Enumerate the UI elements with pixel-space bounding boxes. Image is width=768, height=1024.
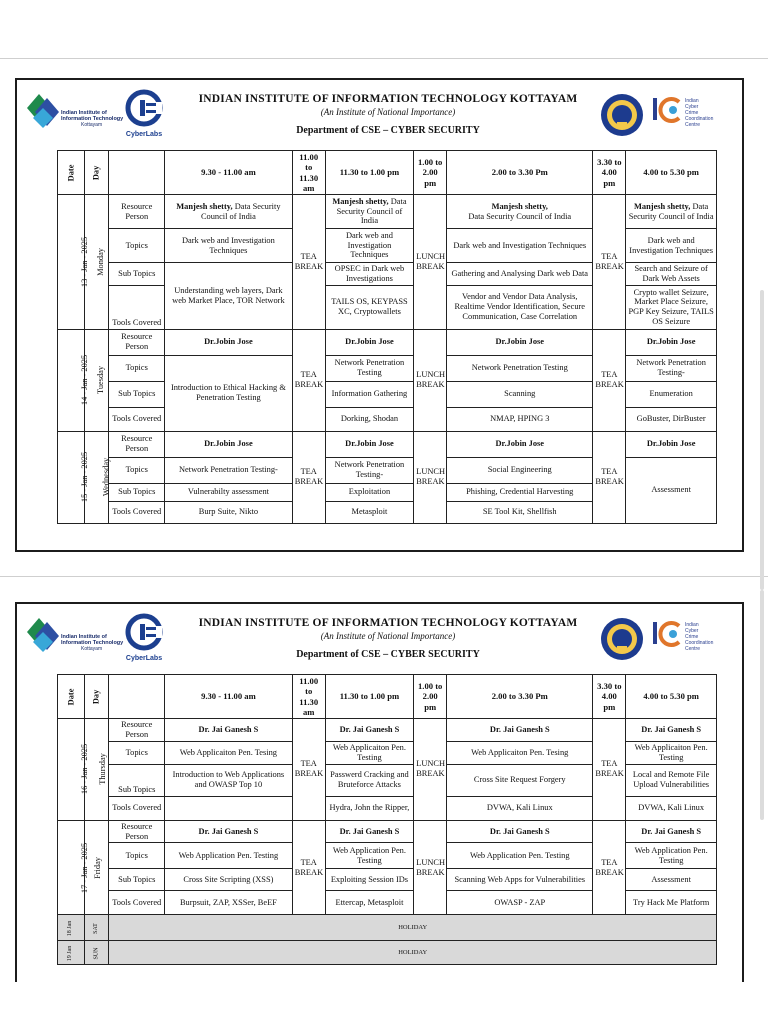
- topic-cell: Network Penetration Testing: [447, 355, 593, 381]
- col-break2-header: 1.00 to 2.00 pm: [414, 675, 447, 719]
- department-title: Department of CSE – CYBER SECURITY: [296, 125, 480, 136]
- tea-break-cell: TEA BREAK: [593, 431, 626, 523]
- tea-break-cell: TEA BREAK: [292, 820, 325, 915]
- i4c-logo: [651, 92, 743, 134]
- tools-cell: Burpsuit, ZAP, XSSer, BeEF: [165, 891, 293, 915]
- svg-text:Centre: Centre: [685, 646, 701, 652]
- col-label-header: [109, 675, 165, 719]
- date-cell: 14 - Jan - 2025: [58, 329, 85, 431]
- iiit-kottayam-logo: [23, 612, 124, 658]
- row-label-topics: Topics: [109, 741, 165, 764]
- subtopic-cell: Scanning Web Apps for Vulnerabilities: [447, 869, 593, 891]
- resource-person-cell: Dr.Jobin Jose: [626, 329, 717, 355]
- lunch-break-cell: LUNCH BREAK: [414, 820, 447, 915]
- resource-person-cell: Dr.Jobin Jose: [447, 431, 593, 457]
- assessment-cell: Assessment: [626, 457, 717, 523]
- government-seal-icon: [599, 92, 645, 138]
- timetable-week2: [57, 674, 717, 965]
- topic-cell: Web Application Pen. Testing: [325, 843, 414, 869]
- resource-person-cell: Dr. Jai Ganesh S: [626, 719, 717, 742]
- svg-text:Cyber: Cyber: [685, 104, 699, 110]
- subtopic-cell: Exploiting Session IDs: [325, 869, 414, 891]
- tools-cell: Crypto wallet Seizure, Market Place Seizure, PGP Key Seizure, TAILS OS Seizure: [626, 285, 717, 329]
- cyberlabs-icon: [124, 612, 164, 652]
- topic-cell: Social Engineering: [447, 457, 593, 483]
- tools-cell: Metasploit: [325, 501, 414, 523]
- tools-cell: DVWA, Kali Linux: [626, 796, 717, 820]
- col-slot1-header: 9.30 - 11.00 am: [165, 675, 293, 719]
- topic-cell: Web Applicaiton Pen. Testing: [626, 741, 717, 764]
- row-label-resource: Resource Person: [109, 329, 165, 355]
- subtopic-cell: Enumeration: [626, 381, 717, 407]
- svg-text:Information Technology: Information Technology: [61, 640, 124, 646]
- col-slot2-header: 11.30 to 1.00 pm: [325, 675, 414, 719]
- resource-person-cell: Dr.Jobin Jose: [626, 431, 717, 457]
- topic-cell: Web Applicaiton Pen. Testing: [325, 741, 414, 764]
- row-label-resource: Resource Person: [109, 195, 165, 229]
- svg-text:Crime: Crime: [685, 110, 699, 116]
- resource-person-cell: Manjesh shetty, Data Security Council of India: [626, 195, 717, 229]
- svg-text:Kottayam: Kottayam: [81, 122, 103, 128]
- row-label-resource: Resource Person: [109, 431, 165, 457]
- col-break1-header: 11.00 to 11.30 am: [292, 675, 325, 719]
- lunch-break-cell: LUNCH BREAK: [414, 195, 447, 330]
- day-cell: Thursday: [84, 719, 109, 821]
- svg-text:Crime: Crime: [685, 634, 699, 640]
- tea-break-cell: TEA BREAK: [292, 719, 325, 821]
- tools-cell: Vendor and Vendor Data Analysis, Realtime Vendor Identification, Secure Communication, Case Correlation: [447, 285, 593, 329]
- subtopic-cell: Passwerd Cracking and Bruteforce Attacks: [325, 764, 414, 796]
- timetable-week1: [57, 150, 717, 524]
- table-row: [58, 195, 717, 229]
- resource-person-cell: Manjesh shetty, Data Security Council of India: [325, 195, 414, 229]
- topic-cell: Network Penetration Testing-: [325, 457, 414, 483]
- page-header: [17, 604, 742, 668]
- col-break1-header: 11.00 to 11.30 am: [292, 151, 325, 195]
- subtopic-cell: Cross Site Request Forgery: [447, 764, 593, 796]
- i4c-logo: [651, 616, 743, 658]
- day-cell: Friday: [84, 820, 109, 915]
- date-cell: 15 - Jan - 2025: [58, 431, 85, 523]
- timetable-page-1: [15, 78, 744, 552]
- resource-person-cell: Dr. Jai Ganesh S: [447, 820, 593, 843]
- subtopic-cell: Understanding web layers, Dark web Market Place, TOR Network: [165, 263, 293, 330]
- row-label-subtopics: Sub Topics: [109, 764, 165, 796]
- col-slot4-header: 4.00 to 5.30 pm: [626, 151, 717, 195]
- resource-person-cell: Dr.Jobin Jose: [165, 431, 293, 457]
- svg-text:Indian: Indian: [685, 98, 699, 104]
- lunch-break-cell: LUNCH BREAK: [414, 719, 447, 821]
- holiday-label: HOLIDAY: [109, 941, 717, 965]
- subtopic-cell: Search and Seizure of Dark Web Assets: [626, 263, 717, 286]
- row-label-topics: Topics: [109, 843, 165, 869]
- tea-break-cell: TEA BREAK: [292, 329, 325, 431]
- tea-break-cell: TEA BREAK: [593, 329, 626, 431]
- row-label-resource: Resource Person: [109, 719, 165, 742]
- date-cell: 19 Jan: [58, 941, 85, 965]
- row-label-topics: Topics: [109, 457, 165, 483]
- institute-title: INDIAN INSTITUTE OF INFORMATION TECHNOLOGY KOTTAYAM: [198, 617, 578, 629]
- col-label-header: [109, 151, 165, 195]
- tools-cell: Burp Suite, Nikto: [165, 501, 293, 523]
- subtopic-cell: Exploitation: [325, 483, 414, 501]
- resource-person-cell: Dr.Jobin Jose: [165, 329, 293, 355]
- topic-cell: Web Applicaiton Pen. Tesing: [165, 741, 293, 764]
- topic-cell: Network Penetration Testing: [325, 355, 414, 381]
- resource-person-cell: Dr.Jobin Jose: [325, 431, 414, 457]
- row-label-resource: Resource Person: [109, 820, 165, 843]
- col-slot3-header: 2.00 to 3.30 Pm: [447, 675, 593, 719]
- date-cell: 13 - Jan - 2025: [58, 195, 85, 330]
- col-day-header: Day: [84, 151, 109, 195]
- cyberlabs-icon: [124, 88, 164, 128]
- tea-break-cell: TEA BREAK: [593, 195, 626, 330]
- row-label-tools: Tools Covered: [109, 891, 165, 915]
- subtopic-cell: Introduction to Web Applications and OWASP Top 10: [165, 764, 293, 796]
- subtopic-cell: Information Gathering: [325, 381, 414, 407]
- row-label-tools: Tools Covered: [109, 285, 165, 329]
- page-separator-middle: [0, 576, 768, 577]
- tools-cell: Dorking, Shodan: [325, 407, 414, 431]
- header-row: [58, 151, 717, 195]
- col-break3-header: 3.30 to 4.00 pm: [593, 151, 626, 195]
- day-cell: Wednesday: [84, 431, 109, 523]
- tools-cell: SE Tool Kit, Shellfish: [447, 501, 593, 523]
- subtopic-cell: Scanning: [447, 381, 593, 407]
- col-slot4-header: 4.00 to 5.30 pm: [626, 675, 717, 719]
- date-cell: 16 - Jan - 2025: [58, 719, 85, 821]
- col-slot1-header: 9.30 - 11.00 am: [165, 151, 293, 195]
- lunch-break-cell: LUNCH BREAK: [414, 431, 447, 523]
- svg-text:Indian: Indian: [685, 622, 699, 628]
- table-row: [58, 820, 717, 843]
- svg-text:Coordination: Coordination: [685, 640, 714, 646]
- row-label-subtopics: Sub Topics: [109, 263, 165, 286]
- topic-cell: Network Penetration Testing-: [626, 355, 717, 381]
- topic-cell: Web Application Pen. Testing: [165, 843, 293, 869]
- tea-break-cell: TEA BREAK: [593, 820, 626, 915]
- resource-person-cell: Dr. Jai Ganesh S: [165, 820, 293, 843]
- subtopic-cell: Cross Site Scripting (XSS): [165, 869, 293, 891]
- svg-text:Kottayam: Kottayam: [81, 646, 103, 652]
- resource-person-cell: Dr.Jobin Jose: [447, 329, 593, 355]
- department-title: Department of CSE – CYBER SECURITY: [296, 649, 480, 660]
- table-row: [58, 329, 717, 355]
- subtopic-cell: OPSEC in Dark web Investigations: [325, 263, 414, 286]
- lunch-break-cell: LUNCH BREAK: [414, 329, 447, 431]
- resource-person-cell: Dr. Jai Ganesh S: [325, 820, 414, 843]
- page-header: [17, 80, 742, 144]
- topic-cell: Dark web and Investigation Techniques: [447, 229, 593, 263]
- svg-text:Cyber: Cyber: [685, 628, 699, 634]
- table-row: [58, 431, 717, 457]
- resource-person-cell: Manjesh shetty, Data Security Council of India: [447, 195, 593, 229]
- institute-subtitle: (An Institute of National Importance): [320, 631, 456, 641]
- subtopic-cell: Assessment: [626, 869, 717, 891]
- resource-person-cell: Dr. Jai Ganesh S: [325, 719, 414, 742]
- col-day-header: Day: [84, 675, 109, 719]
- cyberlabs-logo: CyberLabs: [121, 88, 167, 138]
- resource-person-cell: Dr. Jai Ganesh S: [626, 820, 717, 843]
- tea-break-cell: TEA BREAK: [593, 719, 626, 821]
- tea-break-cell: TEA BREAK: [292, 431, 325, 523]
- tools-cell: GoBuster, DirBuster: [626, 407, 717, 431]
- col-slot2-header: 11.30 to 1.00 pm: [325, 151, 414, 195]
- topic-cell: Introduction to Ethical Hacking & Penetration Testing: [165, 355, 293, 431]
- holiday-row: [58, 915, 717, 941]
- resource-person-cell: Dr. Jai Ganesh S: [447, 719, 593, 742]
- col-break3-header: 3.30 to 4.00 pm: [593, 675, 626, 719]
- row-label-topics: Topics: [109, 229, 165, 263]
- iiit-kottayam-logo: [23, 88, 124, 134]
- tools-cell: NMAP, HPING 3: [447, 407, 593, 431]
- row-label-subtopics: Sub Topics: [109, 869, 165, 891]
- timetable-page-2: [15, 602, 744, 982]
- row-label-subtopics: Sub Topics: [109, 381, 165, 407]
- row-label-tools: Tools Covered: [109, 796, 165, 820]
- svg-text:Coordination: Coordination: [685, 116, 714, 122]
- tools-cell: Ettercap, Metasploit: [325, 891, 414, 915]
- table-row: [58, 719, 717, 742]
- row-label-tools: Tools Covered: [109, 407, 165, 431]
- svg-text:Indian Institute of: Indian Institute of: [61, 634, 107, 640]
- resource-person-cell: Manjesh shetty, Data Security Council of India: [165, 195, 293, 229]
- resource-person-cell: Dr.Jobin Jose: [325, 329, 414, 355]
- cyberlabs-logo: CyberLabs: [121, 612, 167, 662]
- date-cell: 17 - Jan - 2025: [58, 820, 85, 915]
- col-break2-header: 1.00 to 2.00 pm: [414, 151, 447, 195]
- topic-cell: Network Penetration Testing-: [165, 457, 293, 483]
- resource-person-cell: Dr. Jai Ganesh S: [165, 719, 293, 742]
- subtopic-cell: Phishing, Credential Harvesting: [447, 483, 593, 501]
- header-row: [58, 675, 717, 719]
- page-separator-top: [0, 58, 768, 59]
- row-label-topics: Topics: [109, 355, 165, 381]
- government-seal-icon: [599, 616, 645, 662]
- tea-break-cell: TEA BREAK: [292, 195, 325, 330]
- tools-cell: TAILS OS, KEYPASS XC, Cryptowallets: [325, 285, 414, 329]
- col-date-header: Date: [58, 151, 85, 195]
- svg-text:Indian Institute of: Indian Institute of: [61, 110, 107, 116]
- svg-text:Centre: Centre: [685, 122, 701, 128]
- institute-subtitle: (An Institute of National Importance): [320, 107, 456, 117]
- holiday-label: HOLIDAY: [109, 915, 717, 941]
- tools-cell: Try Hack Me Platform: [626, 891, 717, 915]
- tools-cell: [165, 796, 293, 820]
- col-date-header: Date: [58, 675, 85, 719]
- tools-cell: DVWA, Kali Linux: [447, 796, 593, 820]
- scrollbar-track[interactable]: [760, 290, 764, 590]
- topic-cell: Web Application Pen. Testing: [626, 843, 717, 869]
- row-label-tools: Tools Covered: [109, 501, 165, 523]
- topic-cell: Dark web and Investigation Techniques: [325, 229, 414, 263]
- day-cell: Tuesday: [84, 329, 109, 431]
- row-label-subtopics: Sub Topics: [109, 483, 165, 501]
- day-cell: SUN: [84, 941, 109, 965]
- holiday-row: [58, 941, 717, 965]
- topic-cell: Web Application Pen. Testing: [447, 843, 593, 869]
- topic-cell: Web Applicaiton Pen. Tesing: [447, 741, 593, 764]
- tools-cell: OWASP - ZAP: [447, 891, 593, 915]
- topic-cell: Dark web and Investigation Techniques: [626, 229, 717, 263]
- institute-title: INDIAN INSTITUTE OF INFORMATION TECHNOLOGY KOTTAYAM: [198, 93, 578, 105]
- subtopic-cell: Local and Remote File Upload Vulnerabilities: [626, 764, 717, 796]
- topic-cell: Dark web and Investigation Techniques: [165, 229, 293, 263]
- scrollbar-track-lower[interactable]: [760, 590, 764, 820]
- col-slot3-header: 2.00 to 3.30 Pm: [447, 151, 593, 195]
- svg-text:Information Technology: Information Technology: [61, 116, 124, 122]
- tools-cell: Hydra, John the Ripper,: [325, 796, 414, 820]
- date-cell: 18 Jan: [58, 915, 85, 941]
- day-cell: SAT: [84, 915, 109, 941]
- subtopic-cell: Vulnerabilty assessment: [165, 483, 293, 501]
- subtopic-cell: Gathering and Analysing Dark web Data: [447, 263, 593, 286]
- day-cell: Monday: [84, 195, 109, 330]
